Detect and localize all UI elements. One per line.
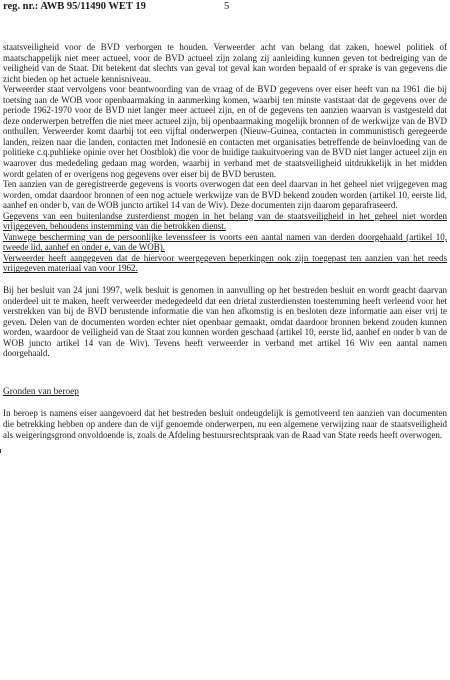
paragraph-4-underlined — [3, 211, 447, 232]
paragraph-5-underlined — [3, 232, 447, 253]
underlined-passage-privacy: Vanwege bescherming van de persoonlijke levenssfeer is voorts een aantal namen van derden doorgehaald (artikel 10, tweede lid, aanhef en onder e, van de WOB). — [3, 231, 447, 253]
document-body — [3, 42, 447, 440]
paragraph-8: In beroep is namens eiser aangevoerd dat het bestreden besluit ondeugdelijk is gemotiveerd ten aanzien van documenten die betrekking hebben op andere dan de vijf genoemde onderwerpen, nu een algemene verwijzing naar de staatsveiligheid als weigeringsgrond onvoldoende is, zoals de Afdeling bestuursrechtspraak van de Raad van State reeds heeft overwogen. — [3, 408, 447, 440]
pen-mark — [0, 449, 5, 453]
underlined-passage-restrictions: Verweerder heeft aangegeven dat de hiervoor weergegeven beperkingen ook zijn toegepast ten aanzien van het reeds vrijgegeven materiaal van voor 1962. — [3, 252, 447, 274]
underlined-passage-foreign-service: Gegevens van een buitenlandse zusterdienst mogen in het belang van de staatsveiligheid in het geheel niet worden vrijgegeven, behoudens instemming van die betrokken dienst. — [3, 210, 447, 232]
paragraph-1: staatsveiligheid voor de BVD verborgen te houden. Verweerder acht van belang dat zaken, hoewel politiek of maatschappelijk niet meer actueel, voor de BVD actueel zijn zolang zij aanleiding kunnen geven tot bedreiging van de veiligheid van de Staat. Dit betekent dat slechts van geval tot geval kan worden bepaald of er sprake is van gegevens die zicht bieden op het actuele kennisniveau. — [3, 42, 447, 84]
section-title-gronden-van-beroep: Gronden van beroep — [3, 386, 79, 397]
paragraph-7: Bij het besluit van 24 juni 1997, welk besluit is genomen in aanvulling op het bestreden besluit en wordt geacht daarvan onderdeel uit te maken, heeft verweerder medegedeeld dat een drietal zusterdiensten toestemming heeft verleend voor het verstrekken van bij de BVD berustende informatie die van hen afkomstig is en besloten deze informatie aan eiser vrij te geven. Delen van de documenten worden echter niet openbaar gemaakt, omdat daardoor bronnen bekend zouden kunnen worden, waardoor de veiligheid van de Staat zou kunnen worden geschaad (artikel 10, eerste lid, aanhef en onder b van de WOB juncto artikel 14 van de Wiv). Tevens heeft verweerder in verband met artikel 16 Wiv een aantal namen doorgehaald. — [3, 285, 447, 359]
registration-number: reg. nr.: AWB 95/11490 WET 19 — [3, 1, 146, 12]
page-number: 5 — [224, 1, 230, 12]
paragraph-3: Ten aanzien van de geregistreerde gegevens is voorts overwogen dat een deel daarvan in het geheel niet vrijgegeven mag worden, omdat daardoor bronnen of een nog actuele werkwijze van de BVD bekend zouden worden (artikel 10, eerste lid, aanhef en onder b, van de WOB juncto artikel 14 van de Wiv). Deze documenten zijn daarom geparafraseerd. — [3, 179, 447, 211]
paragraph-6-underlined — [3, 253, 447, 274]
paragraph-2: Verweerder staat vervolgens voor beantwoording van de vraag of de BVD gegevens over eiser heeft van na 1961 die bij toetsing aan de WOB voor openbaarmaking in aanmerking komen, waarbij ten minste vaststaat dat de gegevens over de periode 1962-1970 voor de BVD niet langer meer actueel zijn, en of de gegevens ten aanzien waarvan is vastgesteld dat deze onderwerpen betreffen die niet meer actueel zijn, bij openbaarmaking mogelijk bronnen of de werkwijze van de BVD onthullen. Verweerder komt daarbij tot een vijftal onderwerpen (Nieuw-Guinea, contacten in communistisch geregeerde landen, reizen naar die landen, contacten met Indonesië en contacten met organisaties betreffende de beïnvloeding van de politieke c.q.publieke opinie over het Oostblok) die voor de huidige taakuitvoering van de BVD niet langer actueel zijn en waarover dus mededeling gedaan mag worden, waarbij in verband met de staatsveiligheid uitdrukkelijk in het midden wordt gelaten of er overigens nog gegevens over eiser bij de BVD berusten. — [3, 84, 447, 179]
